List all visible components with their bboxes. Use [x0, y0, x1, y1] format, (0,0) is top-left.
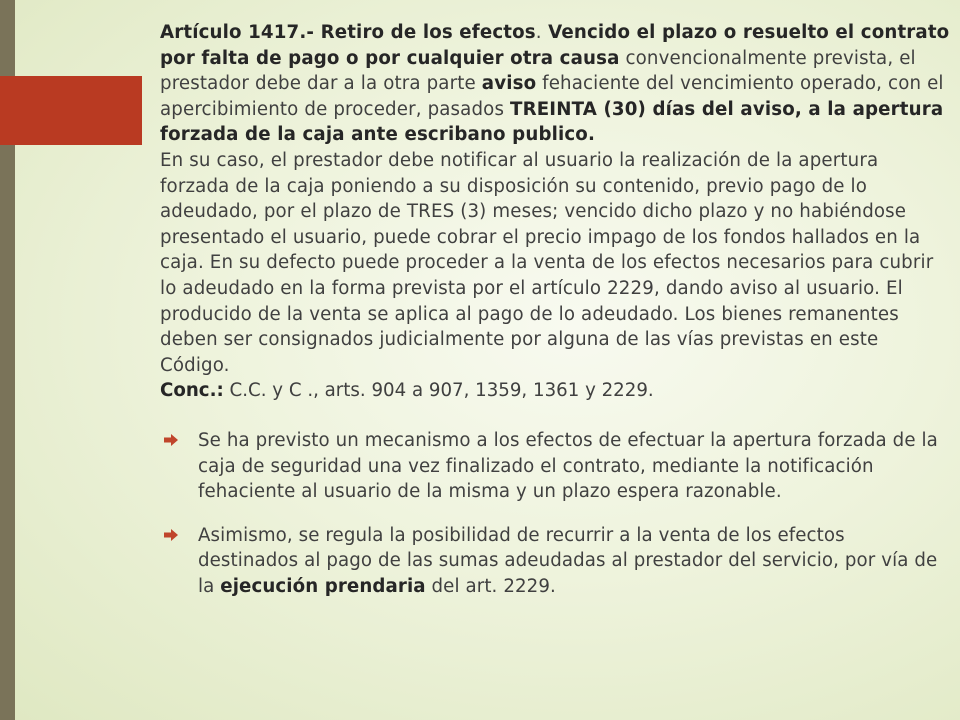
accent-tab: [0, 76, 142, 145]
arrow-right-icon: [164, 529, 178, 541]
article-text-1: convencionalmente prevista, el prestador debe dar a la otra parte: [160, 47, 916, 95]
article-bold-aviso: aviso: [481, 73, 537, 95]
list-item: [160, 523, 950, 600]
bullet-text-before: Asimismo, se regula la posibilidad de recurrir a la venta de los efectos destinados al pago de las sumas adeudadas al prestador del servicio, por vía de la: [198, 524, 938, 597]
article-lead: Vencido el plazo o resuelto el contrato por falta de pago o por cualquier otra causa: [160, 22, 950, 69]
article-paragraph: [160, 20, 950, 378]
concordance-label: Conc.:: [160, 380, 224, 402]
bullet-list: [160, 428, 950, 600]
article-bold-plazo: TREINTA (30) días del aviso, a la apertura forzada de la caja ante escribano publico.: [160, 98, 944, 146]
list-item: [160, 428, 950, 505]
article-text-2: fehaciente del vencimiento operado, con el apercibimiento de proceder, pasados: [160, 73, 944, 120]
article-text-3: En su caso, el prestador debe notificar al usuario la realización de la apertura forzada de la caja poniendo a su disposición su contenido, previo pago de lo adeudado, por el plazo de TRES (3) meses; vencido dicho plazo y no habiéndose presentado el usuario, puede cobrar el precio impago de los fondos hallados en la caja. En su defecto puede proceder a la venta de los efectos necesarios para cubrir lo adeudado en la forma prevista por el artículo 2229, dando aviso al usuario. El producido de la venta se aplica al pago de lo adeudado. Los bienes remanentes deben ser consignados judicialmente por alguna de las vías previstas en este Código.: [160, 149, 934, 376]
bullet-text: Se ha previsto un mecanismo a los efectos de efectuar la apertura forzada de la caja de seguridad una vez finalizado el contrato, mediante la notificación fehaciente al usuario de la misma y un plazo espera razonable.: [198, 429, 938, 503]
arrow-right-icon: [164, 434, 178, 446]
concordance-text: C.C. y C ., arts. 904 a 907, 1359, 1361 y 2229.: [223, 380, 654, 402]
bullet-bold: ejecución prendaria: [220, 575, 426, 597]
slide-content: [160, 20, 950, 617]
article-title: Artículo 1417.- Retiro de los efectos: [160, 22, 536, 43]
article-title-punct: .: [535, 22, 542, 43]
bullet-text-after: del art. 2229.: [425, 575, 556, 597]
concordance-line: [160, 378, 950, 404]
